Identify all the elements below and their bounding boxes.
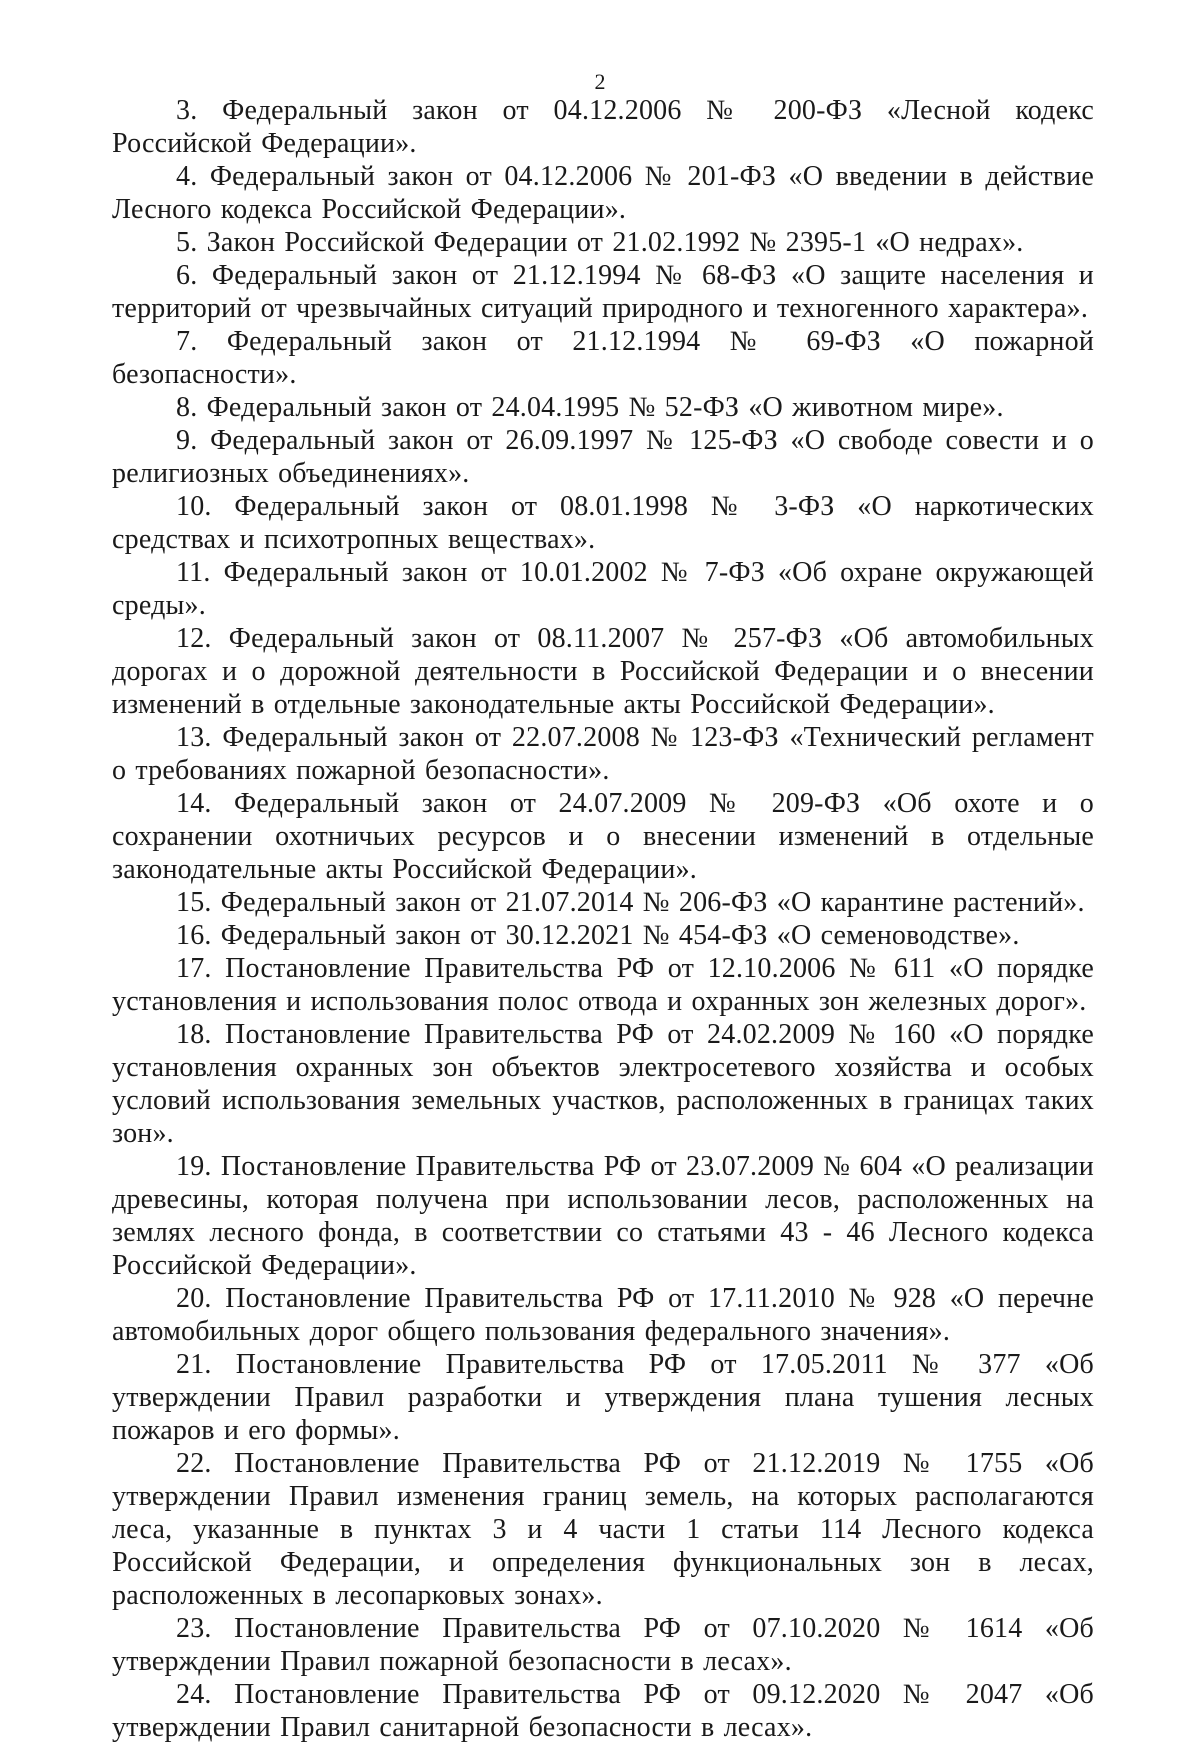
- list-item: 9. Федеральный закон от 26.09.1997 № 125-ФЗ «О свободе совести и о религиозных объединениях».: [112, 425, 1094, 489]
- list-item: 22. Постановление Правительства РФ от 21.12.2019 № 1755 «Об утверждении Правил изменения границ земель, на которых располагаются леса, указанные в пунктах 3 и 4 части 1 статьи 114 Лесного кодекса Российской Федерации, и определения функциональных зон в лесах, расположенных в лесопарковых зонах».: [112, 1448, 1094, 1611]
- page-number: 2: [594, 69, 606, 94]
- list-item: 3. Федеральный закон от 04.12.2006 № 200-ФЗ «Лесной кодекс Российской Федерации».: [112, 95, 1094, 159]
- list-item: 13. Федеральный закон от 22.07.2008 № 123-ФЗ «Технический регламент о требованиях пожарной безопасности».: [112, 722, 1094, 786]
- list-item: 20. Постановление Правительства РФ от 17.11.2010 № 928 «О перечне автомобильных дорог общего пользования федерального значения».: [112, 1283, 1094, 1347]
- list-item: 4. Федеральный закон от 04.12.2006 № 201-ФЗ «О введении в действие Лесного кодекса Российской Федерации».: [112, 161, 1094, 225]
- list-item: 23. Постановление Правительства РФ от 07.10.2020 № 1614 «Об утверждении Правил пожарной безопасности в лесах».: [112, 1613, 1094, 1677]
- legal-acts-list: [112, 94, 1094, 1744]
- list-item: 16. Федеральный закон от 30.12.2021 № 454-ФЗ «О семеноводстве».: [176, 920, 1020, 951]
- list-item: 19. Постановление Правительства РФ от 23.07.2009 № 604 «О реализации древесины, которая получена при использовании лесов, расположенных на землях лесного фонда, в соответствии со статьями 43 - 46 Лесного кодекса Российской Федерации».: [112, 1151, 1094, 1281]
- list-item: 7. Федеральный закон от 21.12.1994 № 69-ФЗ «О пожарной безопасности».: [112, 326, 1094, 390]
- list-item: 12. Федеральный закон от 08.11.2007 № 257-ФЗ «Об автомобильных дорогах и о дорожной деятельности в Российской Федерации и о внесении изменений в отдельные законодательные акты Российской Федерации».: [112, 623, 1094, 720]
- list-item: 17. Постановление Правительства РФ от 12.10.2006 № 611 «О порядке установления и использования полос отвода и охранных зон железных дорог».: [112, 953, 1094, 1017]
- list-item: 8. Федеральный закон от 24.04.1995 № 52-ФЗ «О животном мире».: [176, 392, 1004, 423]
- list-item: 18. Постановление Правительства РФ от 24.02.2009 № 160 «О порядке установления охранных зон объектов электросетевого хозяйства и особых условий использования земельных участков, расположенных в границах таких зон».: [112, 1019, 1094, 1149]
- list-item: 5. Закон Российской Федерации от 21.02.1992 № 2395-1 «О недрах».: [176, 227, 1024, 258]
- list-item: 24. Постановление Правительства РФ от 09.12.2020 № 2047 «Об утверждении Правил санитарной безопасности в лесах».: [112, 1679, 1094, 1743]
- list-item: 21. Постановление Правительства РФ от 17.05.2011 № 377 «Об утверждении Правил разработки и утверждения плана тушения лесных пожаров и его формы».: [112, 1349, 1094, 1446]
- list-item: 14. Федеральный закон от 24.07.2009 № 209-ФЗ «Об охоте и о сохранении охотничьих ресурсов и о внесении изменений в отдельные законодательные акты Российской Федерации».: [112, 788, 1094, 885]
- list-item: 15. Федеральный закон от 21.07.2014 № 206-ФЗ «О карантине растений».: [176, 887, 1085, 918]
- list-item: 6. Федеральный закон от 21.12.1994 № 68-ФЗ «О защите населения и территорий от чрезвычайных ситуаций природного и техногенного характера».: [112, 260, 1094, 324]
- list-item: 11. Федеральный закон от 10.01.2002 № 7-ФЗ «Об охране окружающей среды».: [112, 557, 1094, 621]
- list-item: 10. Федеральный закон от 08.01.1998 № 3-ФЗ «О наркотических средствах и психотропных веществах».: [112, 491, 1094, 555]
